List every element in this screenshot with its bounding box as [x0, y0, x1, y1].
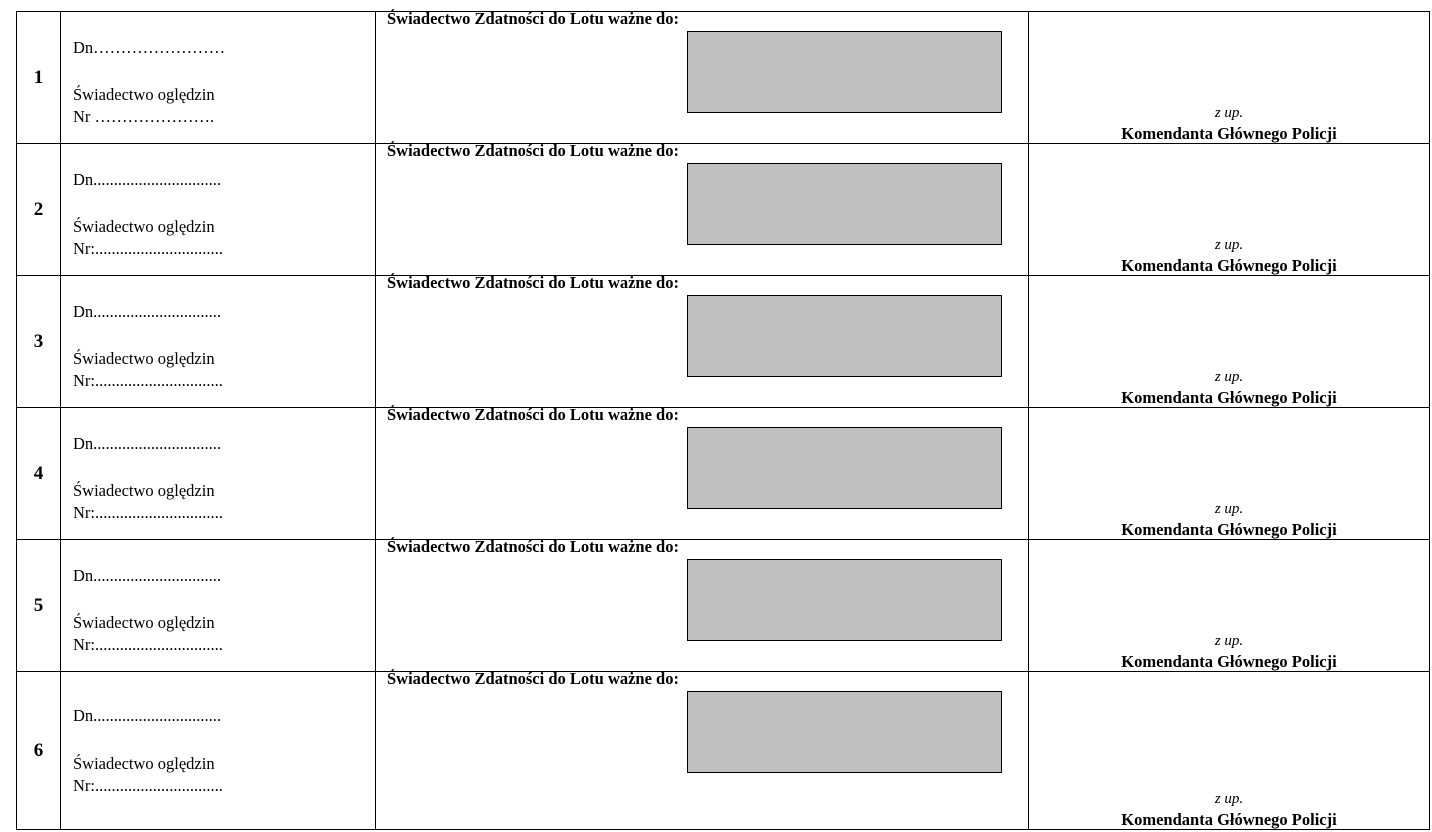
inspection-cell [61, 672, 376, 830]
validity-cell [376, 537, 1029, 672]
inspection-cell [61, 540, 376, 672]
certificate-number-field[interactable]: Nr:............................... [73, 776, 223, 795]
row-number-cell [17, 12, 61, 144]
authority-title: Komendanta Głównego Policji [1121, 388, 1337, 407]
date-field[interactable]: Dn............................... [73, 566, 222, 585]
authority-prefix: z up. [1214, 105, 1244, 121]
airworthiness-validity-table [16, 11, 1430, 830]
table-row [17, 144, 1430, 276]
certificate-number-field[interactable]: Nr:............................... [73, 503, 223, 522]
inspection-certificate-label: Świadectwo oględzin [73, 85, 215, 104]
inspection-certificate-label: Świadectwo oględzin [73, 349, 215, 368]
validity-cell [376, 9, 1029, 144]
date-field[interactable]: Dn............................... [73, 434, 222, 453]
validity-cell [376, 273, 1029, 408]
inspection-cell [61, 276, 376, 408]
inspection-cell [61, 12, 376, 144]
authority-title: Komendanta Głównego Policji [1121, 810, 1337, 829]
inspection-cell [61, 408, 376, 540]
certificate-number-field[interactable]: Nr …………………. [73, 107, 215, 126]
certificate-number-field[interactable]: Nr:............................... [73, 635, 223, 654]
authority-cell [1029, 276, 1430, 408]
validity-stamp-box[interactable] [687, 691, 1002, 773]
row-number: 2 [33, 198, 44, 220]
authority-prefix: z up. [1214, 633, 1244, 649]
authority-cell [1029, 672, 1430, 830]
certificate-number-field[interactable]: Nr:............................... [73, 371, 223, 390]
table-row [17, 408, 1430, 540]
date-field[interactable]: Dn............................... [73, 302, 222, 321]
table-row [17, 276, 1430, 408]
validity-stamp-box[interactable] [687, 427, 1002, 509]
row-number: 5 [33, 594, 44, 616]
validity-title: Świadectwo Zdatności do Lotu ważne do: [387, 141, 679, 160]
validity-stamp-box[interactable] [687, 295, 1002, 377]
authority-cell [1029, 12, 1430, 144]
inspection-certificate-label: Świadectwo oględzin [73, 217, 215, 236]
date-field[interactable]: Dn............................... [73, 706, 222, 725]
validity-title: Świadectwo Zdatności do Lotu ważne do: [387, 273, 679, 292]
row-number: 1 [33, 66, 44, 88]
authority-cell [1029, 408, 1430, 540]
inspection-certificate-label: Świadectwo oględzin [73, 613, 215, 632]
validity-title: Świadectwo Zdatności do Lotu ważne do: [387, 9, 679, 28]
row-number-cell [17, 540, 61, 672]
authority-title: Komendanta Głównego Policji [1121, 124, 1337, 143]
validity-cell [376, 405, 1029, 540]
row-number: 4 [33, 462, 44, 484]
authority-title: Komendanta Głównego Policji [1121, 256, 1337, 275]
authority-title: Komendanta Głównego Policji [1121, 520, 1337, 539]
validity-cell [376, 141, 1029, 276]
authority-prefix: z up. [1214, 791, 1244, 807]
table-row [17, 540, 1430, 672]
table-row [17, 12, 1430, 144]
authority-cell [1029, 144, 1430, 276]
date-field[interactable]: Dn…………………… [73, 38, 226, 57]
validity-title: Świadectwo Zdatności do Lotu ważne do: [387, 405, 679, 424]
authority-prefix: z up. [1214, 501, 1244, 517]
row-number-cell [17, 408, 61, 540]
inspection-cell [61, 144, 376, 276]
row-number-cell [17, 276, 61, 408]
date-field[interactable]: Dn............................... [73, 170, 222, 189]
validity-stamp-box[interactable] [687, 31, 1002, 113]
authority-cell [1029, 540, 1430, 672]
inspection-certificate-label: Świadectwo oględzin [73, 481, 215, 500]
authority-prefix: z up. [1214, 237, 1244, 253]
authority-prefix: z up. [1214, 369, 1244, 385]
validity-title: Świadectwo Zdatności do Lotu ważne do: [387, 669, 679, 688]
certificate-number-field[interactable]: Nr:............................... [73, 239, 223, 258]
row-number-cell [17, 672, 61, 830]
validity-cell [376, 669, 1029, 830]
row-number-cell [17, 144, 61, 276]
validity-stamp-box[interactable] [687, 163, 1002, 245]
validity-stamp-box[interactable] [687, 559, 1002, 641]
row-number: 3 [33, 330, 44, 352]
validity-title: Świadectwo Zdatności do Lotu ważne do: [387, 537, 679, 556]
row-number: 6 [33, 739, 44, 761]
table-row [17, 672, 1430, 830]
inspection-certificate-label: Świadectwo oględzin [73, 754, 215, 773]
authority-title: Komendanta Głównego Policji [1121, 652, 1337, 671]
